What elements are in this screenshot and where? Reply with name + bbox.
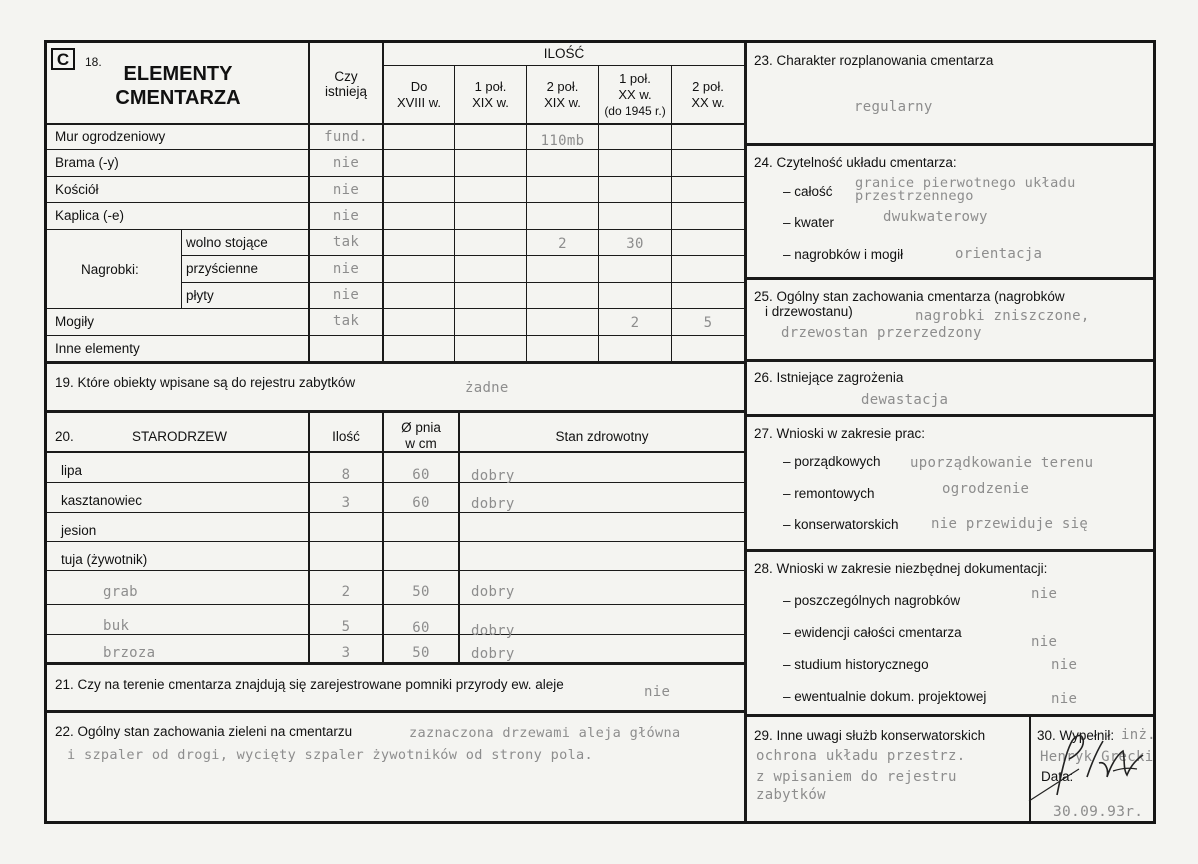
slabs-exist-value: nie xyxy=(332,287,360,303)
section-27-label: 27. Wnioski w zakresie prac: xyxy=(754,426,926,441)
section-20-title: STARODRZEW xyxy=(132,429,227,444)
section-30-filler-title: inż. xyxy=(1121,727,1156,743)
tree-diam-hornbeam: 50 xyxy=(412,584,430,600)
section-28-label: 28. Wnioski w zakresie niezbędnej dokumentacji: xyxy=(754,561,1048,576)
section-22-value-line1: zaznaczona drzewami aleja główna xyxy=(409,725,681,741)
tree-name-ash: jesion xyxy=(61,523,97,538)
section-21-value: nie xyxy=(644,684,671,700)
section-29-label: 29. Inne uwagi służb konserwatorskich xyxy=(754,728,986,743)
freestanding-exist-value: tak xyxy=(332,234,360,250)
row-label-slabs: płyty xyxy=(186,288,214,303)
section-19-label: 19. Które obiekty wpisane są do rejestru zabytków xyxy=(55,375,356,390)
section-22-label: 22. Ogólny stan zachowania zieleni na cmentarzu xyxy=(55,724,353,739)
wall-qty-19c2: 110mb xyxy=(540,133,585,149)
row-label-freestanding: wolno stojące xyxy=(186,235,268,250)
section-27-cons-label: – konserwatorskich xyxy=(783,517,899,532)
tree-name-linden: lipa xyxy=(61,463,83,478)
section-28-item3-value: nie xyxy=(1051,657,1078,673)
graves-exist-value: tak xyxy=(332,313,360,329)
row-label-tombstones: Nagrobki: xyxy=(81,262,139,277)
period-header-3-l1: 2 poł. xyxy=(546,79,579,94)
section-18-number: 18. xyxy=(85,55,102,69)
section-24-quarters-value: dwukwaterowy xyxy=(883,209,988,225)
tree-name-hornbeam: grab xyxy=(103,584,138,600)
section-25-label-1: 25. Ogólny stan zachowania cmentarza (nagrobków xyxy=(754,289,1065,304)
section-30-filler-name: Henryk Grecki xyxy=(1040,749,1154,765)
cemetery-form xyxy=(44,40,1156,824)
section-letter-box: C xyxy=(51,48,75,70)
row-label-church: Kościół xyxy=(55,182,99,197)
period-header-4-l2: XX w. xyxy=(618,87,652,102)
graves-qty-20c2: 5 xyxy=(703,315,713,331)
trees-col-diameter-1: Ø pnia xyxy=(401,420,441,435)
tree-diam-beech: 60 xyxy=(412,620,430,636)
section-25-value-2: drzewostan przerzedzony xyxy=(781,325,982,341)
tree-diam-chestnut: 60 xyxy=(412,495,430,511)
tree-diam-linden: 60 xyxy=(412,467,430,483)
section-24-whole-label: – całość xyxy=(783,184,833,199)
section-30-label: 30. Wypełnił: xyxy=(1037,728,1115,743)
section-23-label: 23. Charakter rozplanowania cmentarza xyxy=(754,53,994,68)
period-header-5-l1: 2 poł. xyxy=(692,79,724,94)
period-header-1-l2: XVIII w. xyxy=(396,95,442,110)
section-29-value-1: ochrona układu przestrz. xyxy=(756,748,966,764)
trees-col-health: Stan zdrowotny xyxy=(555,429,649,444)
section-23-value: regularny xyxy=(854,99,933,115)
wall-mounted-exist-value: nie xyxy=(332,261,360,277)
section-18-title-line2: CMENTARZA xyxy=(115,87,241,109)
section-27-cons-value: nie przewiduje się xyxy=(931,516,1089,532)
tree-diam-birch: 50 xyxy=(412,645,430,661)
section-20-number: 20. xyxy=(55,429,74,444)
section-24-quarters-label: – kwater xyxy=(783,215,835,230)
section-29-value-2: z wpisaniem do rejestru xyxy=(756,769,957,785)
section-27-repair-label: – remontowych xyxy=(783,486,875,501)
church-exist-value: nie xyxy=(332,182,360,198)
section-27-order-label: – porządkowych xyxy=(783,454,881,469)
section-22-value-line2: i szpaler od drogi, wycięty szpaler żywotników od strony pola. xyxy=(67,747,594,763)
section-29-value-3: zabytków xyxy=(756,787,826,803)
tree-name-birch: brzoza xyxy=(103,645,156,661)
graves-qty-20c1: 2 xyxy=(630,315,640,331)
section-24-graves-value: orientacja xyxy=(955,246,1043,262)
tree-health-linden: dobry xyxy=(471,468,515,484)
section-28-item2-label: – ewidencji całości cmentarza xyxy=(783,625,962,640)
tree-health-beech: dobry xyxy=(471,623,515,639)
row-label-gate: Brama (-y) xyxy=(55,155,119,170)
period-header-3-l2: XIX w. xyxy=(544,95,581,110)
col-header-exist-1: Czy xyxy=(334,69,358,84)
section-27-repair-value: ogrodzenie xyxy=(942,481,1030,497)
section-24-whole-value-2: przestrzennego xyxy=(855,188,974,204)
period-header-4-l1: 1 poł. xyxy=(619,71,651,86)
section-28-item1-label: – poszczególnych nagrobków xyxy=(783,593,961,608)
section-28-item2-value: nie xyxy=(1031,634,1058,650)
section-28-item3-label: – studium historycznego xyxy=(783,657,929,672)
tree-name-thuja: tuja (żywotnik) xyxy=(61,552,148,567)
section-24-graves-label: – nagrobków i mogił xyxy=(783,247,904,262)
section-24-whole-value-1: granice pierwotnego układu xyxy=(855,175,1076,191)
section-26-label: 26. Istniejące zagrożenia xyxy=(754,370,904,385)
section-28-item4-value: nie xyxy=(1051,691,1078,707)
signature-scribble xyxy=(1027,725,1154,803)
tree-name-chestnut: kasztanowiec xyxy=(61,493,143,508)
tree-qty-hornbeam: 2 xyxy=(341,584,351,600)
tree-qty-beech: 5 xyxy=(341,619,351,635)
period-header-5-l2: XX w. xyxy=(691,95,725,110)
col-header-exist-2: istnieją xyxy=(324,84,368,99)
section-28-item4-label: – ewentualnie dokum. projektowej xyxy=(783,689,987,704)
col-header-quantity: ILOŚĆ xyxy=(543,46,585,61)
section-30-date-label: Data: xyxy=(1041,769,1074,784)
section-30-date-value: 30.09.93r. xyxy=(1053,804,1144,820)
section-19-value: żadne xyxy=(465,380,509,396)
freestanding-qty-19c2: 2 xyxy=(558,236,567,252)
wall-exist-value: fund. xyxy=(324,129,368,145)
chapel-exist-value: nie xyxy=(332,208,360,224)
period-header-4-l3: (do 1945 r.) xyxy=(604,104,666,118)
tree-health-hornbeam: dobry xyxy=(471,584,515,600)
section-21-label: 21. Czy na terenie cmentarza znajdują się zarejestrowane pomniki przyrody ew. aleje xyxy=(55,677,564,692)
tree-name-beech: buk xyxy=(103,618,130,634)
tree-qty-linden: 8 xyxy=(341,467,351,483)
row-label-wall-mounted: przyścienne xyxy=(186,261,259,276)
tree-health-chestnut: dobry xyxy=(471,496,515,512)
section-18-title-line1: ELEMENTY xyxy=(123,63,233,85)
gate-exist-value: nie xyxy=(332,155,360,171)
row-label-graves: Mogiły xyxy=(55,314,95,329)
tree-qty-chestnut: 3 xyxy=(341,495,351,511)
row-label-chapel: Kaplica (-e) xyxy=(55,208,125,223)
period-header-2-l2: XIX w. xyxy=(472,95,509,110)
section-27-order-value: uporządkowanie terenu xyxy=(910,455,1094,471)
period-header-2-l1: 1 poł. xyxy=(474,79,507,94)
period-header-1-l1: Do xyxy=(410,79,428,94)
trees-col-qty: Ilość xyxy=(332,429,360,444)
tree-qty-birch: 3 xyxy=(341,645,351,661)
section-25-value-1: nagrobki zniszczone, xyxy=(915,308,1090,324)
section-28-item1-value: nie xyxy=(1031,586,1058,602)
section-24-label: 24. Czytelność układu cmentarza: xyxy=(754,155,957,170)
section-26-value: dewastacja xyxy=(861,392,949,408)
trees-col-diameter-2: w cm xyxy=(405,436,437,451)
section-25-label-2: i drzewostanu) xyxy=(765,304,853,319)
tree-health-birch: dobry xyxy=(471,646,515,662)
row-label-wall: Mur ogrodzeniowy xyxy=(55,129,166,144)
freestanding-qty-20c1: 30 xyxy=(626,236,644,252)
row-label-other: Inne elementy xyxy=(55,341,140,356)
